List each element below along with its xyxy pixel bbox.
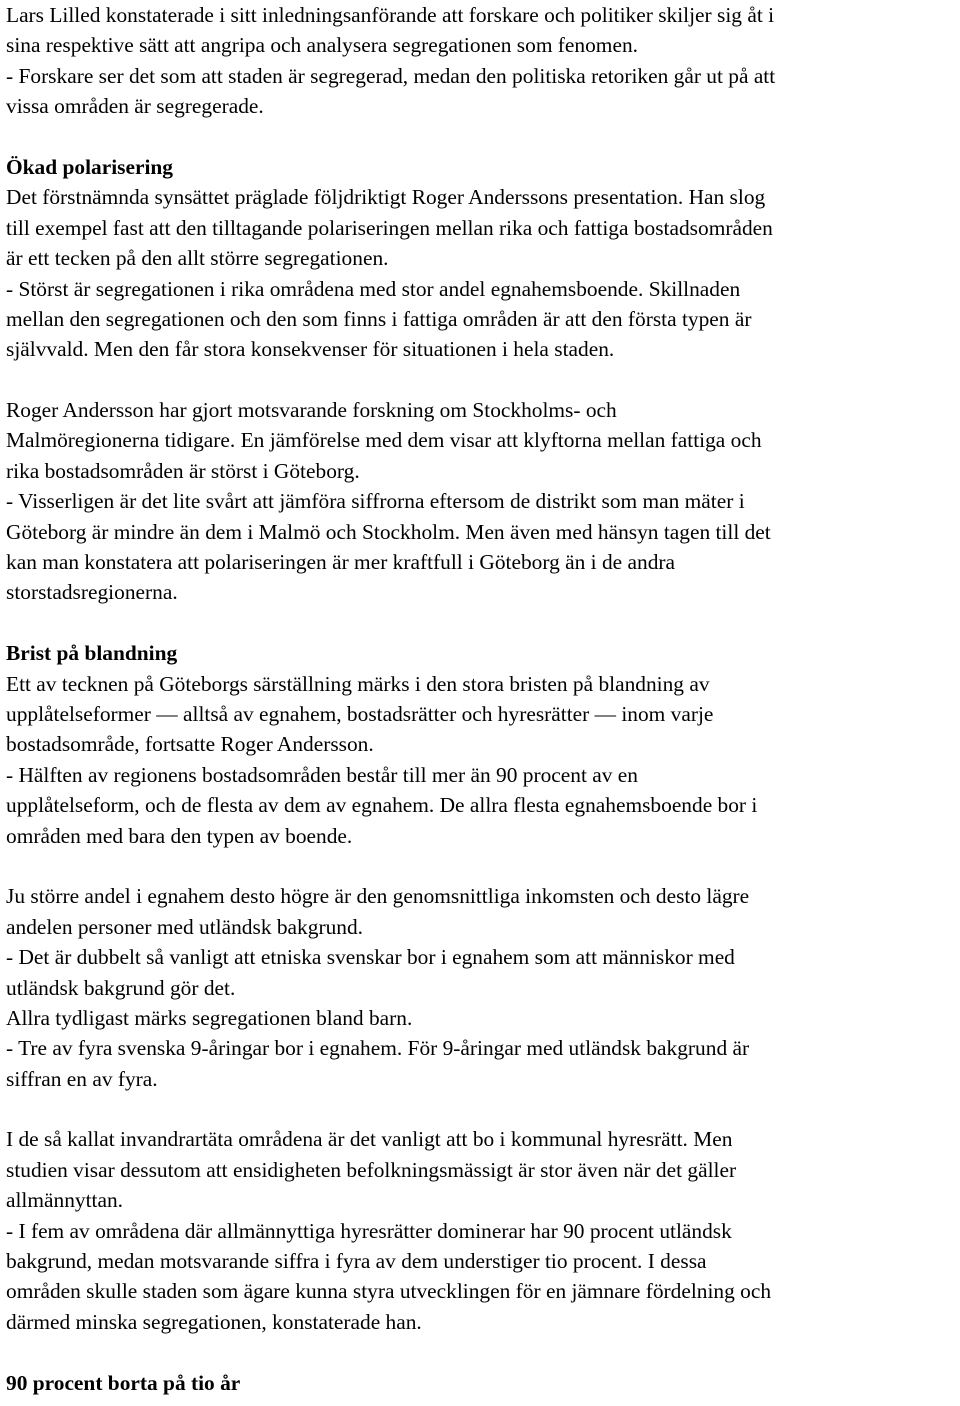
section-heading-90-procent: 90 procent borta på tio år — [6, 1370, 241, 1395]
text-line: upplåtelseform, och de flesta av dem av egnahem. De allra flesta egnahemsboende bor i — [6, 793, 758, 818]
text-line: Det förstnämnda synsättet präglade följdriktigt Roger Anderssons presentation. Han slog — [6, 185, 766, 210]
text-line: är ett tecken på den allt större segregationen. — [6, 246, 389, 271]
text-line: upplåtelseformer — alltså av egnahem, bostadsrätter och hyresrätter — inom varje — [6, 701, 714, 726]
body-paragraph — [6, 182, 956, 364]
text-line: bostadsområde, fortsatte Roger Andersson. — [6, 732, 374, 757]
section-heading-brist-pa-blandning: Brist på blandning — [6, 641, 178, 666]
text-line: Ett av tecknen på Göteborgs särställning märks i den stora bristen på blandning av — [6, 671, 710, 696]
body-paragraph — [6, 881, 956, 1094]
body-paragraph — [6, 669, 956, 851]
text-line: vissa områden är segregerade. — [6, 94, 264, 119]
text-line: storstadsregionerna. — [6, 580, 178, 605]
text-line: bakgrund, medan motsvarande siffra i fyra av dem understiger tio procent. I dessa — [6, 1249, 707, 1274]
paragraph-spacer — [6, 365, 956, 395]
intro-paragraph — [6, 0, 956, 122]
section-heading-okad-polarisering: Ökad polarisering — [6, 154, 173, 179]
paragraph-spacer — [6, 851, 956, 881]
text-line: till exempel fast att den tilltagande polariseringen mellan rika och fattiga bostadsområden — [6, 215, 773, 240]
paragraph-spacer — [6, 1337, 956, 1367]
text-line: därmed minska segregationen, konstaterade han. — [6, 1309, 422, 1334]
text-line: kan man konstatera att polariseringen är mer kraftfull i Göteborg än i de andra — [6, 550, 676, 575]
text-line: Ju större andel i egnahem desto högre är den genomsnittliga inkomsten och desto lägre — [6, 884, 750, 909]
text-line: - Störst är segregationen i rika områdena med stor andel egnahemsboende. Skillnaden — [6, 276, 741, 301]
body-paragraph — [6, 1124, 956, 1337]
text-line: områden skulle staden som ägare kunna styra utvecklingen för en jämnare fördelning och — [6, 1279, 772, 1304]
text-line: I de så kallat invandrartäta områdena är det vanligt att bo i kommunal hyresrätt. Men — [6, 1127, 733, 1152]
paragraph-spacer — [6, 122, 956, 152]
text-line: - Forskare ser det som att staden är segregerad, medan den politiska retoriken går ut på att — [6, 63, 776, 88]
text-line: Malmöregionerna tidigare. En jämförelse med dem visar att klyftorna mellan fattiga och — [6, 428, 762, 453]
text-line: studien visar dessutom att ensidigheten befolkningsmässigt är stor även när det gäller — [6, 1157, 737, 1182]
text-line: rika bostadsområden är störst i Göteborg. — [6, 458, 360, 483]
text-line: - Visserligen är det lite svårt att jämföra siffrorna eftersom de distrikt som man mäter i — [6, 489, 745, 514]
text-line: - Tre av fyra svenska 9-åringar bor i egnahem. För 9-åringar med utländsk bakgrund är — [6, 1036, 750, 1061]
text-line: Göteborg är mindre än dem i Malmö och Stockholm. Men även med hänsyn tagen till det — [6, 519, 771, 544]
text-line: mellan den segregationen och den som finns i fattiga områden är att den första typen är — [6, 306, 752, 331]
text-line: - I fem av områdena där allmännyttiga hyresrätter dominerar har 90 procent utländsk — [6, 1218, 732, 1243]
text-line: självvald. Men den får stora konsekvenser för situationen i hela staden. — [6, 337, 615, 362]
body-paragraph — [6, 395, 956, 608]
text-line: andelen personer med utländsk bakgrund. — [6, 914, 363, 939]
text-line: siffran en av fyra. — [6, 1066, 158, 1091]
text-line: allmännyttan. — [6, 1188, 124, 1213]
text-line: områden med bara den typen av boende. — [6, 823, 353, 848]
text-line: Lars Lilled konstaterade i sitt inledningsanförande att forskare och politiker skiljer sig åt i — [6, 3, 775, 27]
paragraph-spacer — [6, 608, 956, 638]
text-line: - Hälften av regionens bostadsområden består till mer än 90 procent av en — [6, 762, 638, 787]
text-line: Roger Andersson har gjort motsvarande forskning om Stockholms- och — [6, 398, 617, 423]
text-line: utländsk bakgrund gör det. — [6, 975, 236, 1000]
text-line: - Det är dubbelt så vanligt att etniska svenskar bor i egnahem som att människor med — [6, 945, 735, 970]
paragraph-spacer — [6, 1094, 956, 1124]
text-line: sina respektive sätt att angripa och analysera segregationen som fenomen. — [6, 33, 638, 58]
text-line: Allra tydligast märks segregationen bland barn. — [6, 1005, 413, 1030]
